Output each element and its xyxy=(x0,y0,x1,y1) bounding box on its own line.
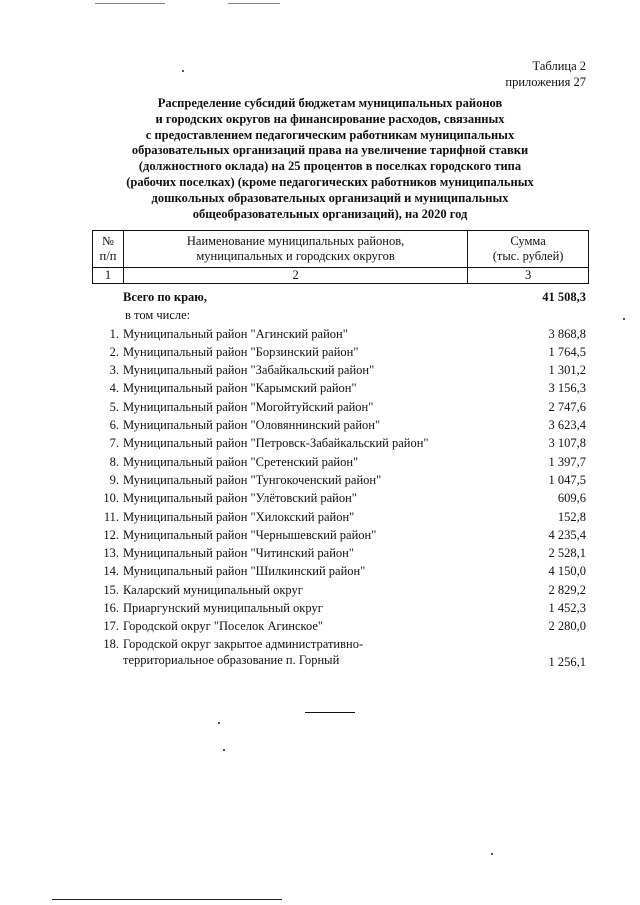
document-title xyxy=(95,96,565,222)
table-row xyxy=(92,636,589,670)
row-name: Муниципальный район "Улётовский район" xyxy=(123,491,357,506)
table-row xyxy=(92,471,589,489)
row-amount: 1 397,7 xyxy=(548,454,586,469)
scan-dot xyxy=(223,749,225,751)
row-number: 14. xyxy=(103,564,119,579)
row-number: 3. xyxy=(109,363,119,378)
row-number: 13. xyxy=(103,546,119,561)
table-row xyxy=(92,325,589,343)
table-row xyxy=(92,398,589,416)
row-number: 4. xyxy=(109,381,119,396)
row-name: Муниципальный район "Чернышевский район" xyxy=(123,527,377,542)
scan-dot xyxy=(623,318,625,320)
row-number: 7. xyxy=(109,436,119,451)
row-amount: 1 047,5 xyxy=(548,472,586,487)
row-amount: 1 452,3 xyxy=(548,601,586,616)
row-number: 18. xyxy=(103,636,119,651)
table-row xyxy=(92,379,589,397)
subtotal-caption-row xyxy=(92,306,589,324)
row-number: 17. xyxy=(103,619,119,634)
row-amount: 4 150,0 xyxy=(548,564,586,579)
title-line: (должностного оклада) на 25 процентов в поселках городского типа xyxy=(138,159,522,174)
scan-artifact-top-left xyxy=(95,3,165,4)
row-amount: 4 235,4 xyxy=(548,527,586,542)
row-number: 12. xyxy=(103,527,119,542)
table-row xyxy=(92,581,589,599)
row-name: Муниципальный район "Петровск-Забайкальский район" xyxy=(123,436,429,451)
row-amount: 1 256,1 xyxy=(548,654,586,669)
row-amount: 1 764,5 xyxy=(548,344,586,359)
table-row xyxy=(92,508,589,526)
table-row xyxy=(92,416,589,434)
row-amount: 609,6 xyxy=(557,491,586,506)
title-line: дошкольных образовательных организаций и муниципальных xyxy=(151,190,509,205)
table-row xyxy=(92,453,589,471)
scan-artifact-bottom xyxy=(52,899,282,900)
row-name: Муниципальный район "Агинский район" xyxy=(123,326,348,341)
row-name: Муниципальный район "Читинский район" xyxy=(123,546,354,561)
row-name: Приаргунский муниципальный округ xyxy=(123,601,323,616)
scan-dot xyxy=(491,853,493,855)
header-index-cell: 1 xyxy=(93,268,124,284)
table-row xyxy=(92,434,589,452)
table-row xyxy=(92,599,589,617)
table-row xyxy=(92,489,589,507)
header-index-row xyxy=(93,268,589,284)
row-name xyxy=(123,636,453,668)
row-name: Муниципальный район "Шилкинский район" xyxy=(123,564,366,579)
row-number: 9. xyxy=(109,472,119,487)
row-name: Муниципальный район "Забайкальский район" xyxy=(123,363,375,378)
row-name: Муниципальный район "Оловяннинский район" xyxy=(123,418,381,433)
header-index-cell: 2 xyxy=(123,268,467,284)
row-name: Муниципальный район "Хилокский район" xyxy=(123,509,355,524)
row-amount: 3 107,8 xyxy=(548,436,586,451)
reference-appendix-number: приложения 27 xyxy=(505,75,586,89)
row-number: 16. xyxy=(103,601,119,616)
row-name: Муниципальный район "Могойтуйский район" xyxy=(123,399,374,414)
table-row xyxy=(92,526,589,544)
total-row xyxy=(92,288,589,306)
table-row xyxy=(92,544,589,562)
reference-table-number: Таблица 2 xyxy=(532,59,586,73)
row-number: 15. xyxy=(103,582,119,597)
title-line: Распределение субсидий бюджетам муниципальных районов xyxy=(157,96,503,110)
title-line: и городских округов на финансирование расходов, связанных xyxy=(155,111,505,126)
title-line: (рабочих поселках) (кроме педагогических работников муниципальных xyxy=(126,174,534,189)
scan-artifact-top-right xyxy=(228,3,280,4)
row-number: 6. xyxy=(109,418,119,433)
row-amount: 2 747,6 xyxy=(548,399,586,414)
row-name: Муниципальный район "Сретенский район" xyxy=(123,454,359,469)
row-name-line: территориальное образование п. Горный xyxy=(123,652,340,667)
total-label: Всего по краю, xyxy=(123,290,207,304)
title-line: с предоставлением педагогическим работникам муниципальных xyxy=(145,127,515,142)
row-amount: 2 528,1 xyxy=(548,546,586,561)
row-number: 10. xyxy=(103,491,119,506)
row-number: 1. xyxy=(109,326,119,341)
table-header xyxy=(92,230,589,284)
row-amount: 152,8 xyxy=(557,509,586,524)
row-amount: 2 280,0 xyxy=(548,619,586,634)
header-index-cell: 3 xyxy=(468,268,589,284)
row-amount: 3 623,4 xyxy=(548,418,586,433)
row-number: 2. xyxy=(109,344,119,359)
row-amount: 2 829,2 xyxy=(548,582,586,597)
subtotal-caption: в том числе: xyxy=(125,308,191,323)
header-number-cell: № п/п xyxy=(93,231,124,268)
row-name: Муниципальный район "Тунгокоченский район" xyxy=(123,472,382,487)
row-name: Городской округ "Поселок Агинское" xyxy=(123,619,324,634)
scan-dot xyxy=(182,70,184,72)
header-amount-cell: Сумма (тыс. рублей) xyxy=(468,231,589,268)
row-number: 5. xyxy=(109,399,119,414)
table-body xyxy=(92,288,589,670)
row-number: 8. xyxy=(109,454,119,469)
title-line: образовательных организаций права на увеличение тарифной ставки xyxy=(131,143,529,158)
header-name-cell: Наименование муниципальных районов, муниципальных и городских округов xyxy=(123,231,467,268)
table-row xyxy=(92,617,589,635)
row-number: 11. xyxy=(103,509,119,524)
table-row xyxy=(92,343,589,361)
table-reference xyxy=(505,58,586,90)
title-line: общеобразовательных организаций), на 2020 год xyxy=(192,206,468,221)
row-amount: 3 868,8 xyxy=(548,326,586,341)
table-row xyxy=(92,361,589,379)
row-amount: 3 156,3 xyxy=(548,381,586,396)
scan-dot xyxy=(218,722,220,724)
row-name: Муниципальный район "Карымский район" xyxy=(123,381,357,396)
row-name: Муниципальный район "Борзинский район" xyxy=(123,344,359,359)
header-row xyxy=(93,231,589,268)
row-name: Каларский муниципальный округ xyxy=(123,582,303,597)
end-of-table-line xyxy=(305,712,355,713)
row-name-line: Городской округ закрытое административно- xyxy=(123,636,364,651)
total-amount: 41 508,3 xyxy=(542,290,586,304)
table-row xyxy=(92,562,589,580)
row-amount: 1 301,2 xyxy=(548,363,586,378)
